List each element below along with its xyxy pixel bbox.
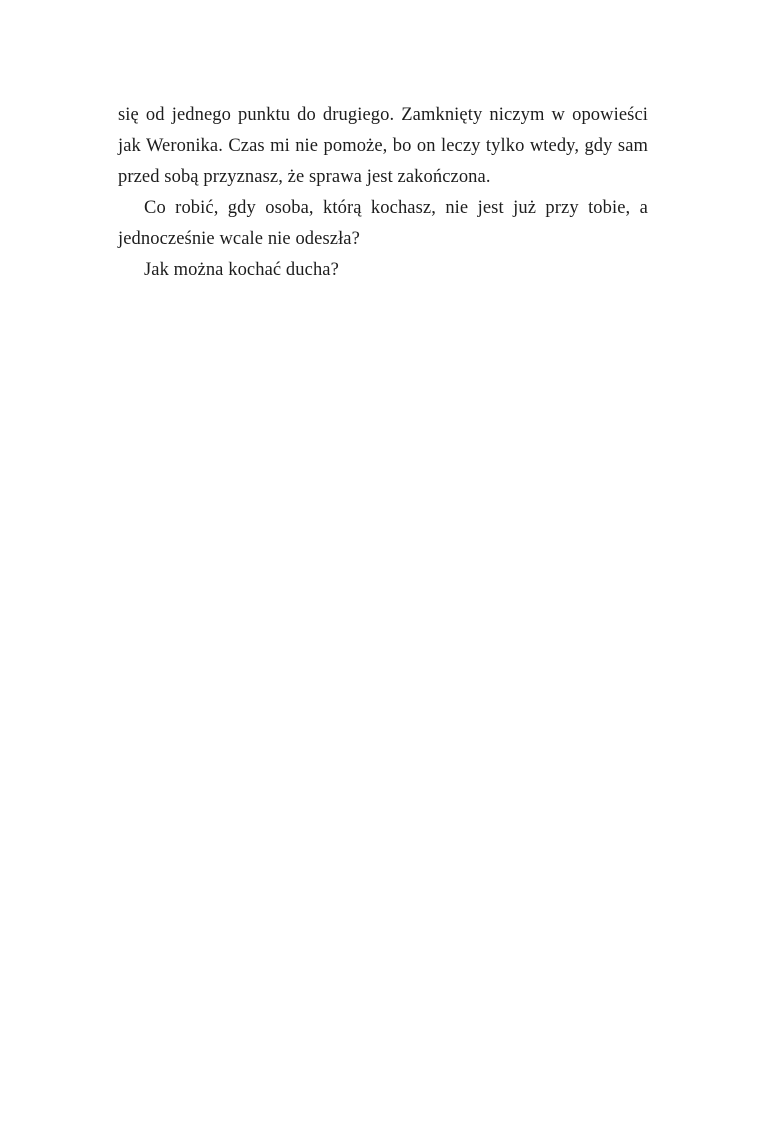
- paragraph-3: Jak można kochać ducha?: [144, 260, 339, 280]
- paragraph-1: się od jednego punktu do drugiego. Zamknięty niczym w opowieści jak Weronika. Czas mi nie pomoże, bo on leczy tylko wtedy, gdy sam przed sobą przyznasz, że sprawa jest zakończona.: [118, 105, 648, 187]
- paragraph-2: Co robić, gdy osoba, którą kochasz, nie jest już przy tobie, a jednocześnie wcale nie odeszła?: [118, 198, 648, 249]
- body-text-block: [118, 100, 648, 286]
